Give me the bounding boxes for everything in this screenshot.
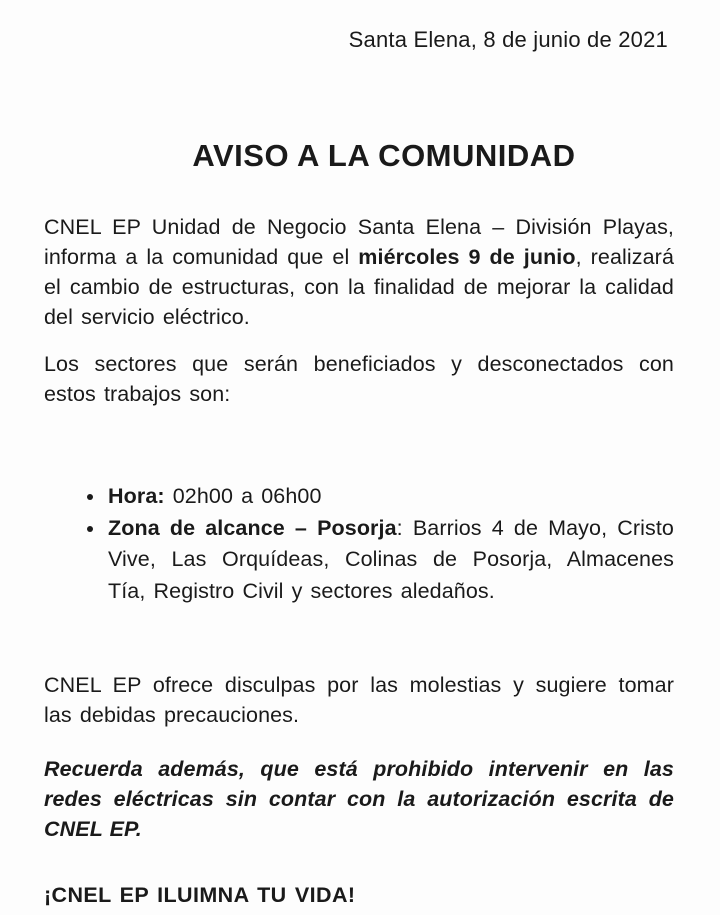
bullet-zona [106,513,674,608]
apology-paragraph: CNEL EP ofrece disculpas por las molestias y sugiere tomar las debidas precauciones. [44,673,674,727]
date-line: Santa Elena, 8 de junio de 2021 [348,27,668,52]
intro-paragraph [44,212,674,332]
sectors-paragraph: Los sectores que serán beneficiados y desconectados con estos trabajos son: [44,352,674,406]
bullet-zona-value: : Barrios 4 de Mayo, Cristo Vive, Las Orquídeas, Colinas de Posorja, Almacenes Tía, Registro Civil y sectores aledaños. [108,515,674,603]
bullet-hora-label: Hora: [108,484,165,508]
bullet-hora-value: 02h00 a 06h00 [164,484,322,508]
details-bullet-list [44,481,674,607]
slogan-line: ¡CNEL EP ILUIMNA TU VIDA! [44,883,356,907]
page-title: AVISO A LA COMUNIDAD [192,138,576,173]
intro-highlight-date: miércoles 9 de junio [358,245,576,269]
bullet-hora [106,481,674,513]
intro-text-before: CNEL EP Unidad de Negocio Santa Elena – División Playas, informa a la comunidad que el [44,215,674,269]
warning-paragraph: Recuerda además, que está prohibido intervenir en las redes eléctricas sin contar con la autorización escrita de CNEL EP. [44,757,674,841]
bullet-zona-label: Zona de alcance – Posorja [108,515,397,540]
intro-text-after: , realizará el cambio de estructuras, con la finalidad de mejorar la calidad del servicio eléctrico. [44,245,674,329]
